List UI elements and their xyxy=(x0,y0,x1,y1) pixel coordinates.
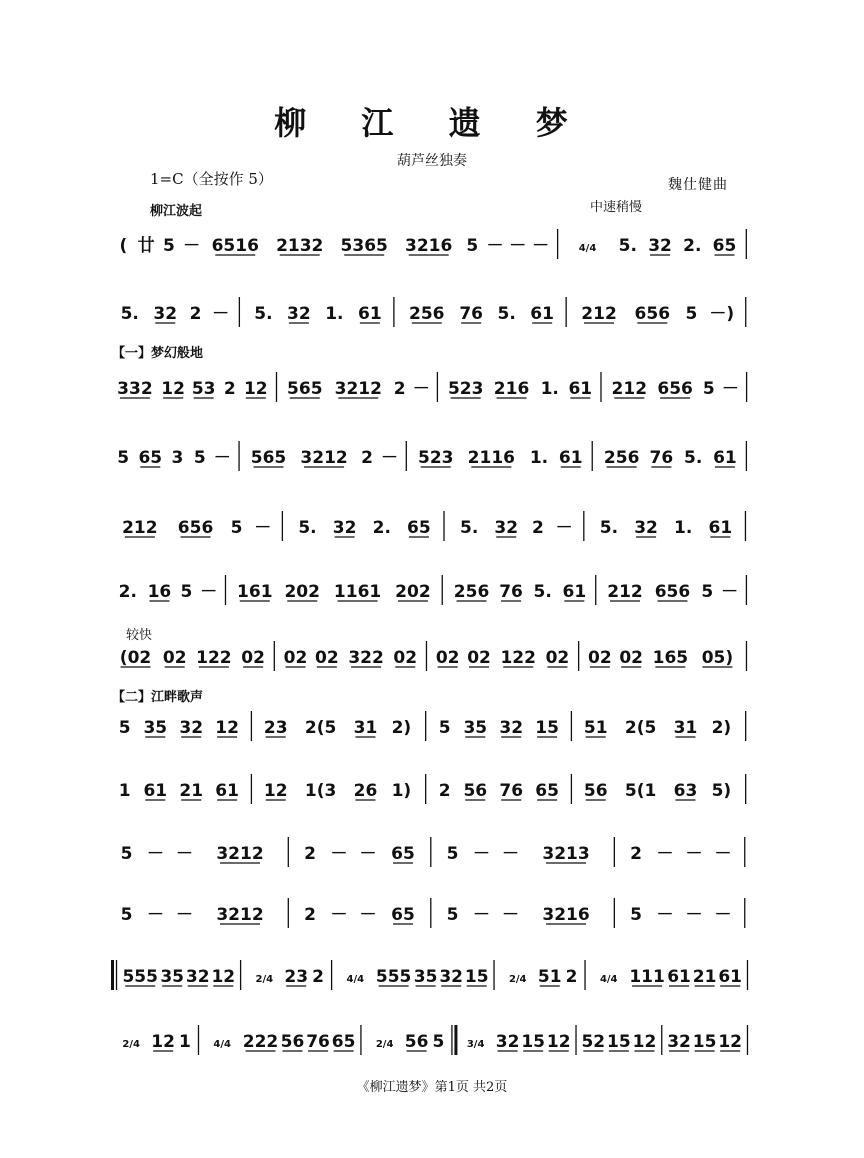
notation-token: 23 xyxy=(284,967,309,987)
notation-row xyxy=(0,954,864,994)
page-title: 柳 江 遗 梦 xyxy=(274,104,590,142)
notation-token: 656 xyxy=(654,582,691,602)
notation-token: － xyxy=(146,844,164,864)
notation-token: 5 xyxy=(685,304,698,324)
notation-token: 122 xyxy=(196,648,232,668)
notation-row-svg xyxy=(0,954,864,994)
notation-token: 1. xyxy=(325,304,344,324)
notation-token: 5. xyxy=(683,448,703,468)
notation-token: － xyxy=(685,844,703,864)
notation-row xyxy=(0,569,864,609)
notation-token: 2 xyxy=(438,781,451,801)
notation-row-svg xyxy=(0,569,864,609)
notation-row-svg xyxy=(0,366,864,406)
notation-token: － xyxy=(721,582,739,602)
notation-token: 2 xyxy=(189,304,202,324)
notation-token: 2116 xyxy=(467,448,515,468)
notation-token: 61 xyxy=(530,304,554,324)
notation-token: 5 xyxy=(193,448,206,468)
notation-token: 61 xyxy=(568,379,593,399)
notation-token: 2(5 xyxy=(624,718,657,738)
notation-token: 6516 xyxy=(211,236,259,256)
notation-token: 4/4 xyxy=(346,974,365,985)
notation-row xyxy=(0,223,864,263)
notation-token: 1 xyxy=(179,1032,191,1052)
notation-token: 656 xyxy=(634,304,671,324)
notation-token: 2 xyxy=(223,379,236,399)
notation-token: 5 xyxy=(466,236,479,256)
notation-token: 2 xyxy=(304,905,316,925)
subtitle: 葫芦丝独奏 xyxy=(397,153,467,169)
notation-token: 332 xyxy=(117,379,153,399)
notation-row xyxy=(0,831,864,871)
notation-token: 53 xyxy=(191,379,216,399)
notation-token: 15 xyxy=(535,718,559,738)
notation-token: －) xyxy=(709,304,735,324)
notation-token: － xyxy=(532,236,550,256)
notation-token: 202 xyxy=(395,582,431,602)
notation-token: 1) xyxy=(391,781,412,801)
notation-token: 2. xyxy=(372,518,391,538)
notation-row-svg xyxy=(0,435,864,475)
notation-token: 2 xyxy=(361,448,373,468)
notation-token: 3212 xyxy=(216,844,264,864)
notation-token: 2) xyxy=(711,718,732,738)
notation-token: 555 xyxy=(122,967,158,987)
notation-token: 32 xyxy=(495,1032,520,1052)
notation-row xyxy=(0,705,864,745)
notation-token: 322 xyxy=(348,648,384,668)
notation-token: 23 xyxy=(263,718,288,738)
notation-token: 5 xyxy=(702,379,715,399)
notation-token: 61 xyxy=(718,967,743,987)
notation-token: － xyxy=(330,905,348,925)
notation-token: 32 xyxy=(494,518,519,538)
notation-token: 61 xyxy=(358,304,382,324)
notation-token: 5. xyxy=(298,518,317,538)
notation-token: 12 xyxy=(151,1032,175,1052)
notation-token: (02 xyxy=(119,648,152,668)
notation-token: 5. xyxy=(120,304,139,324)
notation-row xyxy=(0,768,864,808)
notation-row-svg xyxy=(0,291,864,331)
notation-token: 15 xyxy=(692,1032,717,1052)
notation-token: 76 xyxy=(499,781,524,801)
notation-token: 1. xyxy=(540,379,559,399)
notation-token: 1. xyxy=(674,518,693,538)
notation-token: － xyxy=(714,844,732,864)
notation-token: 32 xyxy=(499,718,524,738)
notation-token: 1(3 xyxy=(304,781,337,801)
marking-faster: 较快 xyxy=(126,628,153,643)
notation-row-svg xyxy=(0,768,864,808)
notation-token: － xyxy=(486,236,504,256)
notation-token: 02 xyxy=(588,648,612,668)
notation-token: 5. xyxy=(599,518,619,538)
notation-token: － xyxy=(359,844,377,864)
notation-token: 565 xyxy=(250,448,287,468)
notation-row-svg xyxy=(0,892,864,932)
notation-row-svg xyxy=(0,505,864,545)
notation-token: 02 xyxy=(241,648,265,668)
notation-token: 2 xyxy=(532,518,544,538)
notation-token: 5 xyxy=(446,905,459,925)
notation-token: 61 xyxy=(708,518,733,538)
notation-row-svg xyxy=(0,1019,864,1059)
notation-token: 02 xyxy=(619,648,644,668)
notation-token: 161 xyxy=(237,582,273,602)
notation-token: 565 xyxy=(287,379,323,399)
notation-token: 2 xyxy=(304,844,316,864)
notation-token: 35 xyxy=(143,718,168,738)
notation-token: 21 xyxy=(179,781,204,801)
notation-token: 2 xyxy=(565,967,578,987)
page-footer: 《柳江遗梦》第1页 共2页 xyxy=(356,1080,508,1095)
notation-token: 51 xyxy=(537,967,562,987)
notation-row-svg xyxy=(0,705,864,745)
notation-token: 02 xyxy=(435,648,460,668)
notation-token: 12 xyxy=(243,379,268,399)
notation-token: 56 xyxy=(404,1032,429,1052)
notation-token: － xyxy=(473,905,491,925)
notation-token: 5 xyxy=(180,582,193,602)
notation-token: 35 xyxy=(413,967,438,987)
notation-token: － xyxy=(412,379,430,399)
notation-token: 4/4 xyxy=(599,974,618,985)
notation-token: 2/4 xyxy=(508,974,527,985)
notation-row-svg xyxy=(0,831,864,871)
notation-token: 2. xyxy=(683,236,702,256)
notation-token: 12 xyxy=(632,1032,657,1052)
notation-token: 65 xyxy=(138,448,163,468)
notation-token: 5 xyxy=(118,718,131,738)
notation-token: 32 xyxy=(667,1032,691,1052)
notation-token: 76 xyxy=(649,448,674,468)
notation-token: 1. xyxy=(529,448,549,468)
notation-token: 32 xyxy=(332,518,357,538)
notation-token: 2(5 xyxy=(304,718,337,738)
notation-token: 21 xyxy=(692,967,717,987)
notation-token: － xyxy=(473,844,491,864)
notation-token: 3212 xyxy=(300,448,348,468)
notation-token: － xyxy=(359,905,377,925)
notation-token: － xyxy=(200,582,218,602)
notation-row-svg xyxy=(0,223,864,263)
notation-token: 3 xyxy=(171,448,184,468)
notation-token: 5) xyxy=(711,781,732,801)
notation-token: 3212 xyxy=(334,379,382,399)
notation-token: 32 xyxy=(439,967,464,987)
notation-token: 523 xyxy=(417,448,454,468)
notation-token: 32 xyxy=(287,304,311,324)
notation-token: 廿 xyxy=(137,236,155,256)
notation-token: － xyxy=(721,379,739,399)
notation-token: 216 xyxy=(493,379,530,399)
notation-token: 212 xyxy=(611,379,648,399)
notation-token: － xyxy=(509,236,527,256)
notation-token: 52 xyxy=(581,1032,606,1052)
notation-token: 1 xyxy=(118,781,131,801)
notation-token: 2/4 xyxy=(375,1039,394,1050)
notation-token: 15 xyxy=(464,967,489,987)
key-signature: 1=C（全按作 5） xyxy=(150,170,273,188)
notation-token: 32 xyxy=(153,304,178,324)
notation-row xyxy=(0,291,864,331)
notation-token: 5 xyxy=(120,905,133,925)
notation-token: － xyxy=(501,844,519,864)
notation-row xyxy=(0,892,864,932)
notation-token: 12 xyxy=(546,1032,571,1052)
notation-token: 656 xyxy=(177,518,214,538)
notation-token: 165 xyxy=(652,648,689,668)
notation-token: － xyxy=(555,518,573,538)
notation-token: 02 xyxy=(467,648,491,668)
marking-tempo: 中速稍慢 xyxy=(590,200,643,215)
notation-token: 61 xyxy=(562,582,587,602)
notation-token: 02 xyxy=(162,648,187,668)
notation-token: 555 xyxy=(375,967,412,987)
notation-token: 5 xyxy=(117,448,130,468)
notation-token: 2132 xyxy=(276,236,324,256)
notation-token: 5 xyxy=(438,718,451,738)
notation-row xyxy=(0,366,864,406)
notation-token: 65 xyxy=(712,236,737,256)
notation-token: 65 xyxy=(391,905,415,925)
notation-token: 3212 xyxy=(216,905,264,925)
notation-token: － xyxy=(183,236,201,256)
notation-token: 02 xyxy=(315,648,339,668)
notation-token: 5 xyxy=(230,518,243,538)
notation-token: 5 xyxy=(446,844,459,864)
notation-token: － xyxy=(656,905,674,925)
notation-token: 3216 xyxy=(542,905,590,925)
notation-token: 5. xyxy=(254,304,273,324)
notation-token: 05) xyxy=(701,648,734,668)
notation-token: 61 xyxy=(667,967,691,987)
notation-token: 5 xyxy=(701,582,714,602)
notation-token: 61 xyxy=(713,448,737,468)
notation-token: － xyxy=(213,448,231,468)
notation-token: 56 xyxy=(280,1032,305,1052)
notation-token: 02 xyxy=(283,648,308,668)
notation-row xyxy=(0,1019,864,1059)
notation-token: 26 xyxy=(353,781,378,801)
notation-token: 5 xyxy=(630,905,642,925)
section-1-heading: 【一】梦幻般地 xyxy=(112,346,204,361)
notation-token: 65 xyxy=(535,781,559,801)
notation-token: 212 xyxy=(581,304,617,324)
notation-token: － xyxy=(146,905,164,925)
notation-token: 16 xyxy=(147,582,172,602)
notation-token: － xyxy=(380,448,398,468)
notation-token: － xyxy=(714,905,732,925)
notation-token: 222 xyxy=(242,1032,279,1052)
notation-token: 5. xyxy=(459,518,479,538)
notation-token: 12 xyxy=(215,718,239,738)
notation-token: 256 xyxy=(603,448,640,468)
notation-token: 32 xyxy=(179,718,204,738)
notation-token: 2. xyxy=(118,582,137,602)
notation-token: 32 xyxy=(634,518,658,538)
notation-token: － xyxy=(254,518,272,538)
notation-token: 31 xyxy=(673,718,698,738)
notation-row xyxy=(0,635,864,675)
notation-token: 12 xyxy=(718,1032,743,1052)
notation-token: 2 xyxy=(393,379,406,399)
notation-token: 32 xyxy=(648,236,672,256)
notation-token: 3213 xyxy=(542,844,590,864)
notation-token: 76 xyxy=(459,304,483,324)
notation-token: 212 xyxy=(122,518,158,538)
notation-token: 15 xyxy=(607,1032,631,1052)
notation-token: 5365 xyxy=(340,236,388,256)
notation-token: 02 xyxy=(393,648,418,668)
notation-token: 5 xyxy=(432,1032,445,1052)
notation-token: － xyxy=(501,905,519,925)
marking-intro: 柳江波起 xyxy=(150,204,203,219)
notation-token: ( xyxy=(119,236,128,256)
notation-token: 3/4 xyxy=(466,1039,485,1050)
notation-token: 2) xyxy=(391,718,412,738)
notation-token: 15 xyxy=(521,1032,545,1052)
notation-token: 2 xyxy=(312,967,324,987)
notation-token: － xyxy=(212,304,230,324)
notation-row xyxy=(0,435,864,475)
notation-token: 12 xyxy=(263,781,288,801)
notation-token: 65 xyxy=(391,844,415,864)
notation-token: 5. xyxy=(618,236,637,256)
section-2-heading: 【二】江畔歌声 xyxy=(112,690,204,705)
notation-token: 122 xyxy=(500,648,536,668)
notation-token: 02 xyxy=(545,648,570,668)
notation-token: 12 xyxy=(161,379,185,399)
notation-token: 76 xyxy=(499,582,523,602)
notation-token: 5. xyxy=(497,304,516,324)
notation-token: 63 xyxy=(673,781,698,801)
notation-token: 12 xyxy=(211,967,236,987)
notation-token: 51 xyxy=(583,718,608,738)
notation-token: － xyxy=(175,905,193,925)
notation-token: 3216 xyxy=(405,236,453,256)
notation-token: － xyxy=(175,844,193,864)
notation-token: 111 xyxy=(629,967,665,987)
notation-row-svg xyxy=(0,635,864,675)
notation-token: 2/4 xyxy=(255,974,274,985)
notation-token: 4/4 xyxy=(213,1039,231,1050)
notation-token: － xyxy=(330,844,348,864)
notation-token: 523 xyxy=(447,379,484,399)
notation-token: 35 xyxy=(160,967,185,987)
notation-token: 35 xyxy=(463,718,488,738)
notation-token: 202 xyxy=(284,582,320,602)
notation-token: 5 xyxy=(120,844,133,864)
notation-token: 61 xyxy=(143,781,168,801)
notation-token: 32 xyxy=(185,967,210,987)
notation-token: 2/4 xyxy=(122,1039,140,1050)
notation-token: － xyxy=(656,844,674,864)
notation-token: 4/4 xyxy=(578,243,597,254)
notation-token: 65 xyxy=(331,1032,356,1052)
notation-token: 2 xyxy=(630,844,642,864)
notation-token: 5 xyxy=(162,236,175,256)
notation-token: 31 xyxy=(353,718,378,738)
notation-token: 256 xyxy=(409,304,445,324)
notation-token: 212 xyxy=(607,582,643,602)
notation-token: 61 xyxy=(215,781,239,801)
notation-token: 76 xyxy=(306,1032,330,1052)
notation-token: 656 xyxy=(657,379,693,399)
notation-token: 56 xyxy=(583,781,608,801)
notation-token: 5(1 xyxy=(624,781,657,801)
notation-token: 1161 xyxy=(333,582,382,602)
notation-row xyxy=(0,505,864,545)
notation-token: － xyxy=(685,905,703,925)
notation-token: 56 xyxy=(463,781,488,801)
notation-token: 256 xyxy=(453,582,490,602)
notation-token: 65 xyxy=(407,518,431,538)
notation-token: 5. xyxy=(533,582,552,602)
notation-token: 61 xyxy=(558,448,583,468)
composer: 魏仕健曲 xyxy=(668,177,728,193)
